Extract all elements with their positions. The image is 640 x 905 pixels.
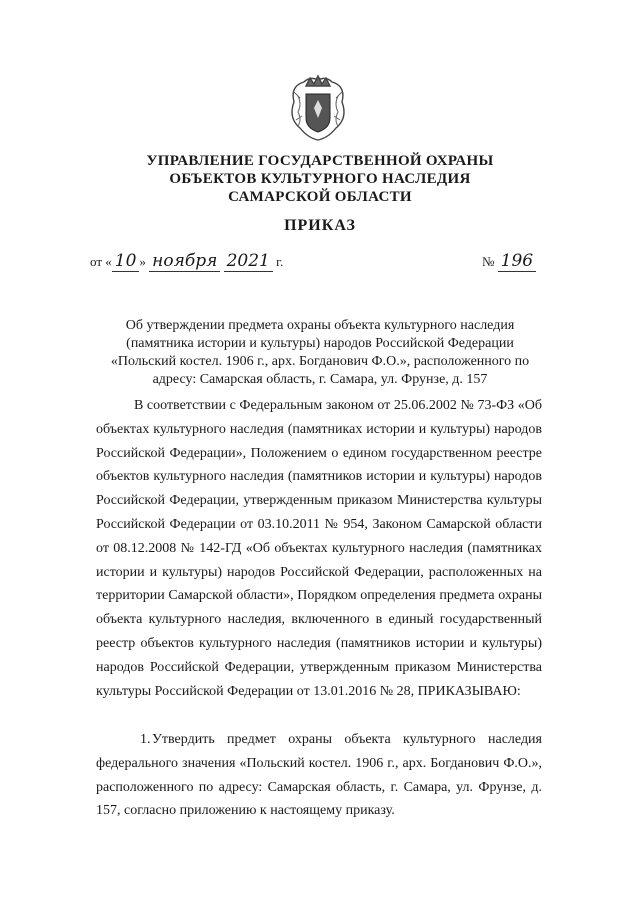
date-day: 10 (112, 251, 140, 272)
date-month: ноября (149, 251, 220, 272)
order-number (482, 251, 536, 271)
date-prefix: от « (90, 254, 112, 269)
list-item (96, 728, 542, 823)
number-label: № (482, 254, 495, 269)
agency-name-line-1: УПРАВЛЕНИЕ ГОСУДАРСТВЕННОЙ ОХРАНЫ (146, 153, 494, 169)
agency-name-line-3: САМАРСКОЙ ОБЛАСТИ (228, 189, 412, 205)
agency-name-line-2: ОБЪЕКТОВ КУЛЬТУРНОГО НАСЛЕДИЯ (169, 171, 471, 187)
item-text: Утвердить предмет охраны объекта культурного наследия федерального значения «Польский костел. 1906 г., арх. Богданович Ф.О.», расположенного по адресу: Самарская область, г. Самара, ул. Фрунзе, д. 157, согласно приложению к настоящему приказу. (96, 732, 542, 819)
date-mid: » (139, 254, 146, 269)
date-suffix: г. (276, 254, 284, 269)
number-value: 196 (498, 251, 536, 272)
date-year: 2021 (224, 251, 273, 272)
item-number: 1. (140, 732, 151, 747)
order-subject: Об утверждении предмета охраны объекта культурного наследия (памятника истории и культуры) народов Российской Федерации «Польский костел. 1906 г., арх. Богданович Ф.О.», расположенного по адресу: Самарская область, г. Самара, ул. Фрунзе, д. 157 (110, 318, 530, 387)
preamble-paragraph: В соответствии с Федеральным законом от 25.06.2002 № 73-ФЗ «Об объектах культурного наследия (памятниках истории и культуры) народов Российской Федерации», Положением о едином государственном реестре объектов культурного наследия (памятников истории и культуры) народов Российской Федерации, утвержденным приказом Министерства культуры Российской Федерации от 03.10.2011 № 954, Законом Самарской области от 08.12.2008 № 142-ГД «Об объектах культурного наследия (памятниках истории и культуры) народов Российской Федерации, расположенных на территории Самарской области», Порядком определения предмета охраны объекта культурного наследия, включенного в единый государственный реестр объектов культурного наследия (памятников истории и культуры) народов Российской Федерации, утвержденным приказом Министерства культуры Российской Федерации от 13.01.2016 № 28, ПРИКАЗЫВАЮ: (96, 398, 542, 699)
samara-region-coat-of-arms-icon (286, 72, 350, 144)
order-date (90, 251, 283, 271)
document-type-title: ПРИКАЗ (284, 217, 356, 234)
